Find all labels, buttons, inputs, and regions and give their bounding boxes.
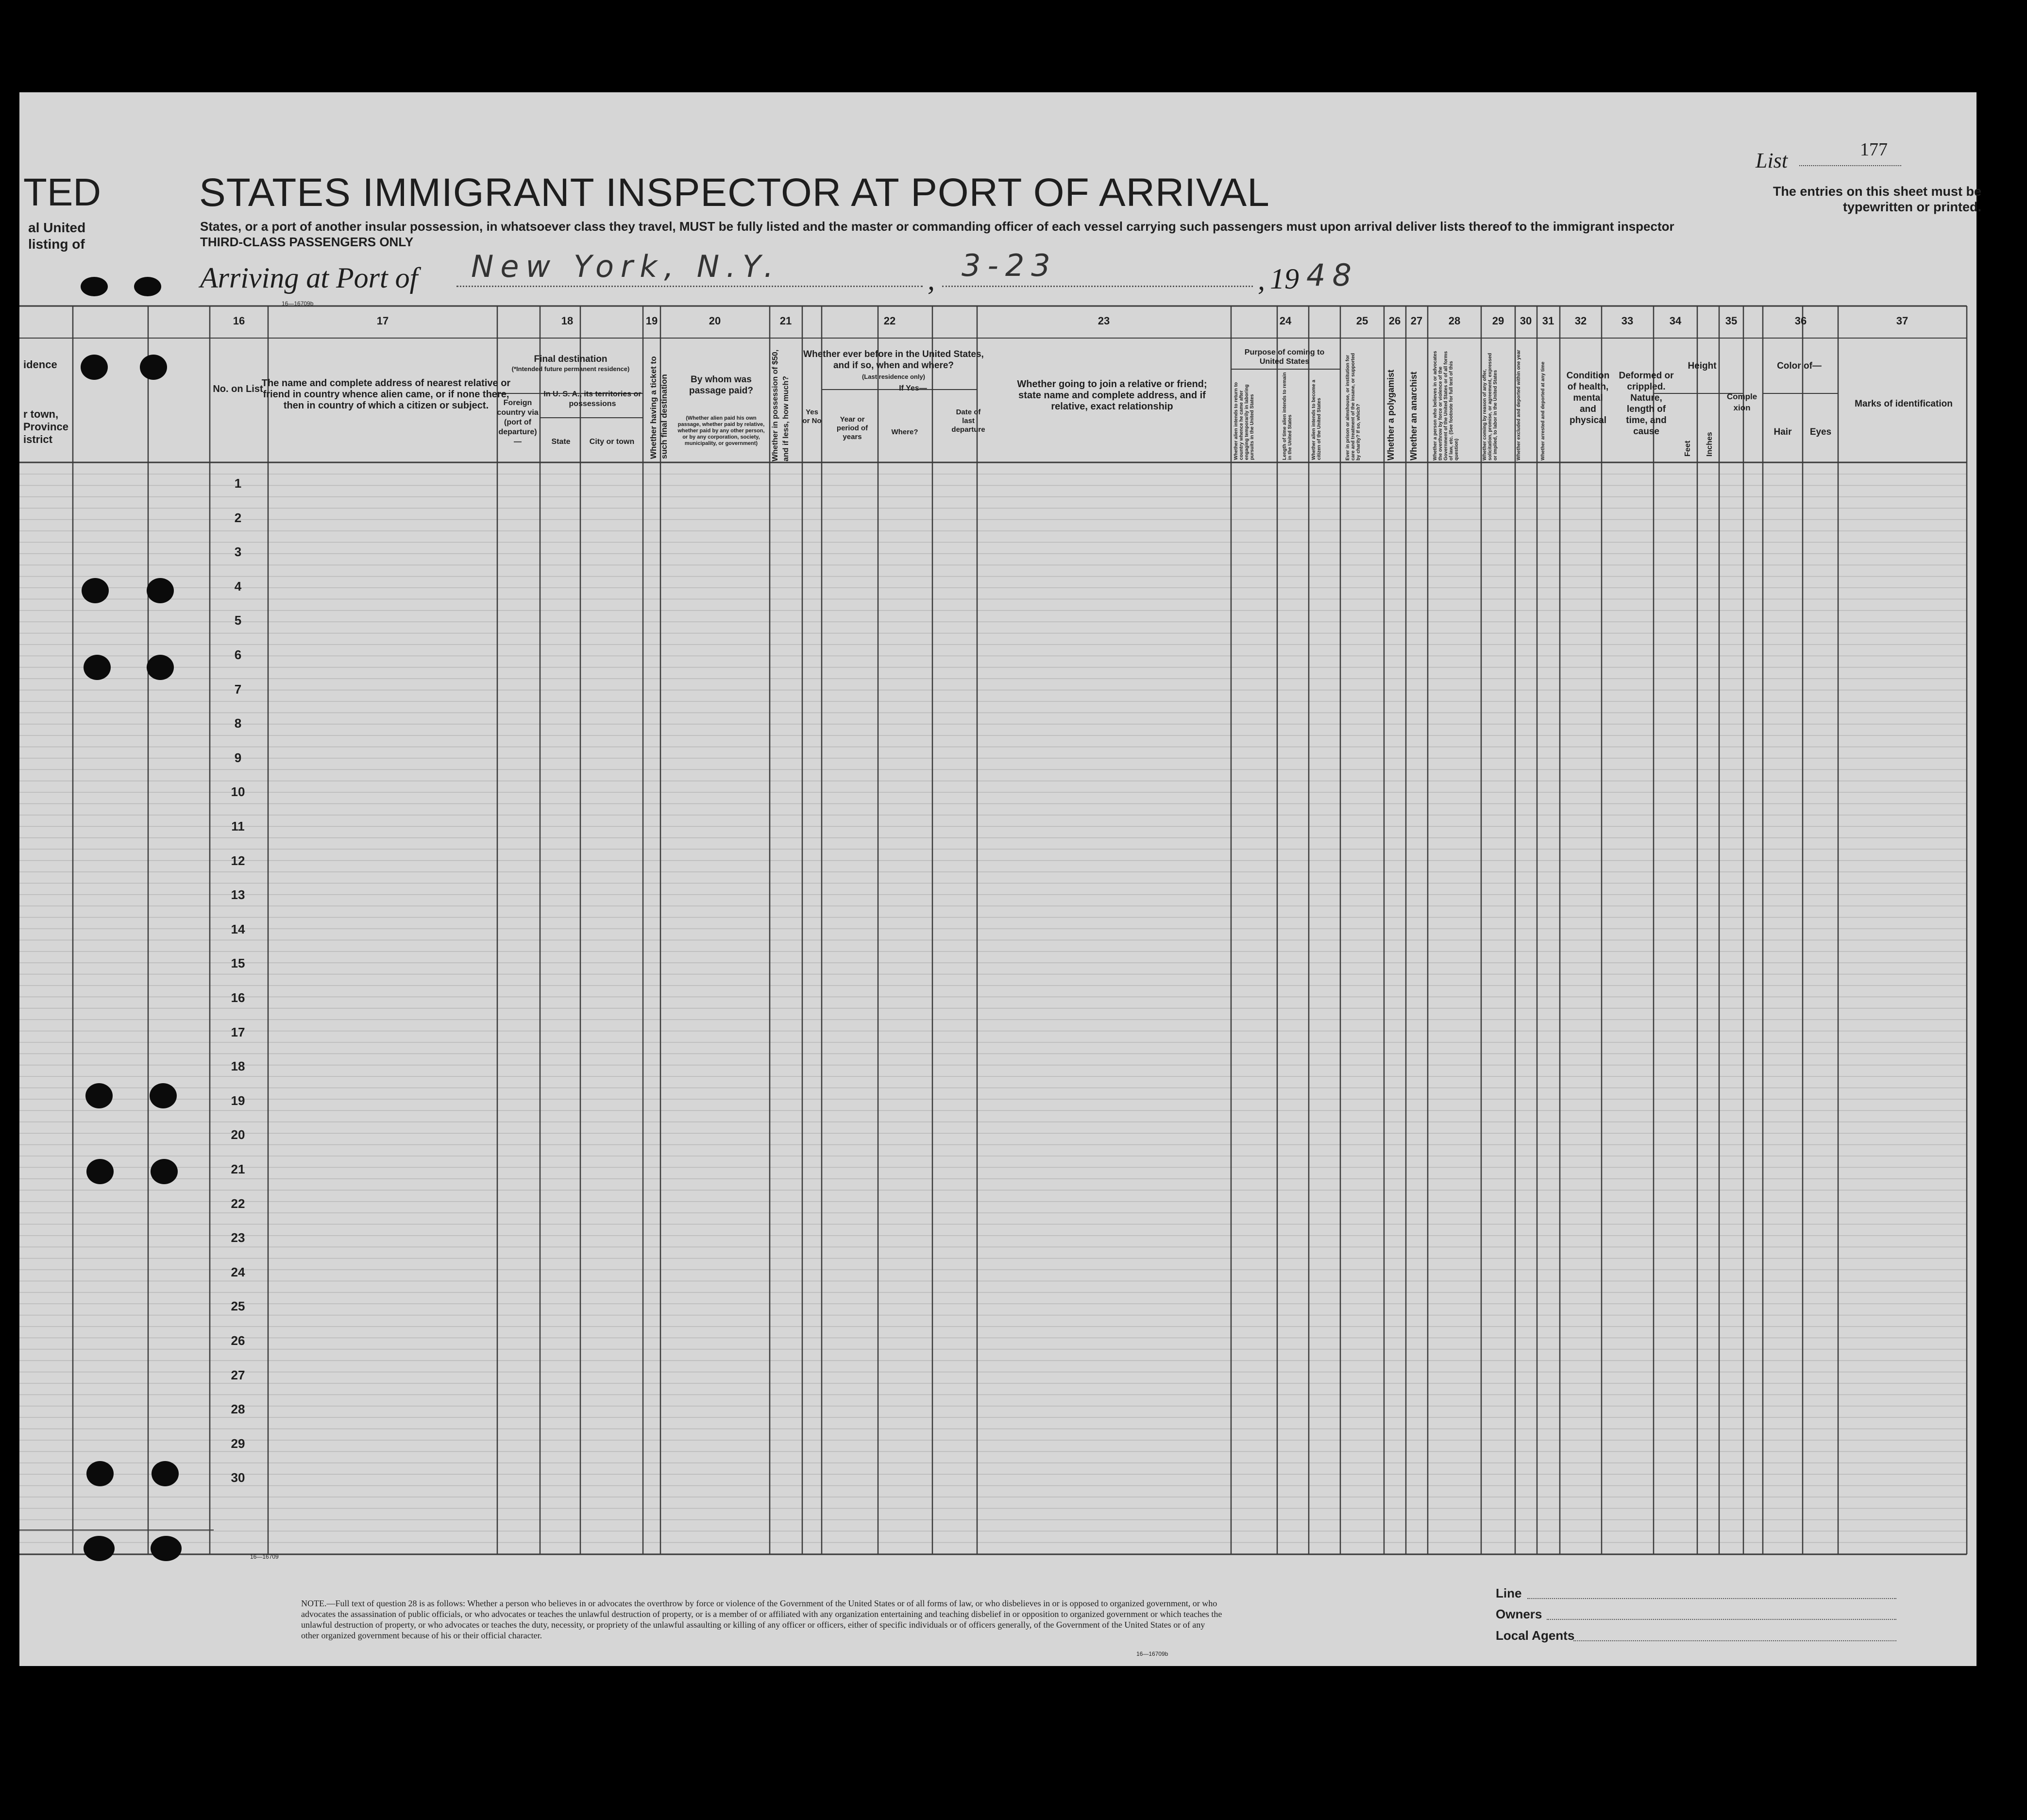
row-number: 22 [231, 1196, 245, 1211]
port-handwritten: New York, N.Y. [471, 249, 780, 284]
col18-subtitle: (*Intended future permanent residence) [511, 365, 630, 373]
column-number: 30 [1520, 315, 1532, 327]
col17-header: The name and complete address of nearest relative or friend in country whence alien came, or if none there, then in country of which a citizen or subject. [261, 378, 511, 411]
col24-b: Length of time alien intends to remain in the United States [1282, 372, 1293, 460]
binder-hole [84, 1536, 115, 1561]
row-number: 27 [231, 1367, 245, 1382]
table-grid [19, 92, 1976, 1666]
list-label: List [1756, 149, 1788, 172]
row-number: 6 [234, 647, 242, 662]
binder-hole [134, 277, 161, 296]
binder-hole [140, 355, 167, 380]
col33-header: Deformed or crippled. Nature, length of time, and cause [1619, 371, 1674, 437]
fragment-col-town-1: r town, [23, 408, 59, 420]
form-number-note: 16—16709b [1136, 1650, 1168, 1657]
binder-hole [152, 1461, 179, 1486]
binder-hole [84, 655, 111, 680]
column-number: 24 [1279, 315, 1292, 327]
col36-hair: Hair [1774, 427, 1792, 437]
line-field [1527, 1598, 1896, 1599]
col24-a: Whether alien intends to return to country whence he came after engaging temporarily in laboring pursuits in the United States [1233, 382, 1255, 460]
column-number: 21 [779, 315, 792, 327]
year-handwritten: 48 [1306, 257, 1358, 293]
col25-header: Ever in prison or almshouse, or institution for care and treatment of the insane, or supported by charity? If so, which? [1345, 353, 1361, 460]
year-prefix: 19 [1270, 263, 1299, 295]
column-number: 16 [233, 315, 245, 327]
column-number: 27 [1410, 315, 1423, 327]
comma-2: , [1258, 264, 1265, 296]
col32-header: Condition of health, mental and physical [1566, 371, 1610, 425]
column-number: 17 [376, 315, 389, 327]
column-number: 36 [1794, 315, 1807, 327]
column-number: 37 [1896, 315, 1909, 327]
row-number: 4 [234, 578, 242, 594]
row-number: 1 [234, 476, 242, 491]
column-number: 23 [1098, 315, 1110, 327]
fragment-col-town-3: istrict [23, 433, 52, 445]
binder-hole [150, 1083, 177, 1108]
row-number: 26 [231, 1333, 245, 1348]
arriving-label: Arriving at Port of [200, 262, 418, 294]
column-number: 25 [1356, 315, 1368, 327]
col34-feet: Feet [1684, 441, 1692, 457]
row-number: 10 [231, 784, 245, 799]
col34-inches: Inches [1706, 432, 1714, 457]
binder-hole [86, 1461, 114, 1486]
row-number: 16 [231, 990, 245, 1005]
row-number: 3 [234, 544, 242, 560]
col18-state: State [551, 438, 571, 446]
col23-header: Whether going to join a relative or friend; state name and complete address, and if relative, exact relationship [1017, 379, 1207, 412]
row-number: 7 [234, 681, 242, 697]
binder-hole [81, 355, 108, 380]
row-number: 17 [231, 1024, 245, 1039]
date-handwritten: 3-23 [962, 248, 1057, 283]
column-number: 34 [1669, 315, 1682, 327]
column-number: 20 [709, 315, 721, 327]
column-number: 19 [645, 315, 658, 327]
binder-hole [151, 1536, 182, 1561]
col22-date: Date of last departure [951, 408, 985, 434]
col36-title: Color of— [1777, 361, 1822, 371]
col24-c: Whether alien intends to become a citizen of the United States [1311, 379, 1322, 460]
col19-header: Whether having a ticket to such final destination [649, 356, 669, 459]
entries-note: The entries on this sheet must be typewritten or printed. [1773, 184, 1981, 214]
row-number: 8 [234, 716, 242, 731]
binder-hole [147, 578, 174, 603]
col29-header: Whether coming by reason of any offer, solicitation, promise, or agreement, expressed or implied, to labor in the United States [1482, 353, 1498, 460]
row-number: 5 [234, 613, 242, 628]
line-label: Line [1496, 1586, 1522, 1600]
manifest-sheet [19, 92, 1981, 1666]
fragment-line-2: listing of [28, 237, 85, 252]
column-number: 35 [1725, 315, 1738, 327]
fragment-col-residence: idence [23, 358, 57, 371]
binder-hole [151, 1159, 178, 1184]
col18-title: Final destination [534, 354, 608, 364]
row-number: 24 [231, 1264, 245, 1279]
row-number: 20 [231, 1127, 245, 1142]
column-number: 26 [1388, 315, 1401, 327]
col21-header: Whether in possession of $50, and if less, how much? [771, 349, 790, 461]
comma-1: , [928, 264, 935, 296]
column-number: 18 [561, 315, 574, 327]
owners-field [1547, 1619, 1896, 1620]
list-number: 177 [1860, 139, 1888, 160]
column-number: 33 [1621, 315, 1634, 327]
row-number: 2 [234, 510, 242, 525]
col31-header: Whether arrested and deported at any time [1540, 361, 1546, 460]
subtitle-text: States, or a port of another insular possession, in whatsoever class they travel, MUST be fully listed and the master or commanding officer of each vessel carrying such passengers must upon arrival deliver lists thereof to the immigrant inspector [200, 219, 1674, 234]
col22-yes-no: Yes or No [802, 408, 822, 425]
col22-title: Whether ever before in the United States, and if so, when and where? [803, 349, 984, 371]
col37-header: Marks of identification [1855, 399, 1953, 409]
col20-subtitle: (Whether alien paid his own passage, whether paid by relative, whether paid by any other person, or by any corporation, society, municipality, or government) [677, 415, 765, 446]
fragment-line-1: al United [28, 220, 86, 235]
col28-header: Whether a person who believes in or advocates the overthrow by force or violence of the Government of the United States or of all forms of law, etc. (See footnote for full text of this question) [1433, 351, 1459, 460]
page-title: STATES IMMIGRANT INSPECTOR AT PORT OF ARRIVAL [199, 170, 1270, 215]
col36-eyes: Eyes [1809, 427, 1832, 437]
row-number: 12 [231, 853, 245, 868]
col20-title: By whom was passage paid? [689, 374, 753, 396]
col16-header: No. on List [213, 384, 263, 394]
col18-foreign: Foreign country via (port of departure)— [497, 399, 539, 446]
row-number: 13 [231, 887, 245, 902]
binder-hole [82, 578, 109, 603]
row-number: 25 [231, 1299, 245, 1314]
form-number-bottom: 16—16709 [250, 1553, 279, 1560]
binder-hole [81, 277, 108, 296]
column-number: 22 [883, 315, 896, 327]
col22-years: Year or period of years [836, 415, 868, 441]
row-number: 9 [234, 750, 242, 765]
row-number: 29 [231, 1436, 245, 1451]
row-number: 23 [231, 1230, 245, 1245]
col22-where: Where? [891, 428, 918, 436]
row-number: 21 [231, 1162, 245, 1176]
form-number-top: 16—16709b [282, 300, 314, 307]
owners-label: Owners [1496, 1607, 1542, 1621]
local-agents-field [1573, 1640, 1896, 1641]
binder-hole [147, 655, 174, 680]
col22-subtitle: (Last residence only) [861, 373, 926, 380]
row-number: 19 [231, 1093, 245, 1108]
binder-hole [86, 1159, 114, 1184]
col30-header: Whether excluded and deported within one year [1516, 350, 1521, 460]
column-number: 31 [1542, 315, 1554, 327]
col18-usa: In U. S. A., its territories or possessions [543, 390, 642, 408]
column-number: 29 [1492, 315, 1504, 327]
row-number: 28 [231, 1402, 245, 1417]
col22-if-yes: If Yes— [899, 384, 927, 392]
col18-city: City or town [589, 438, 635, 446]
col27-header: Whether an anarchist [1409, 371, 1419, 460]
row-number: 14 [231, 921, 245, 936]
col34-title: Height [1688, 361, 1717, 371]
footnote: NOTE.—Full text of question 28 is as follows: Whether a person who believes in or advocates the overthrow by force or violence of the Government of the United States or of all forms of law, or who disbelieves in or is opposed to organized government, or who advocates the assassination of public officials, or who advocates or teaches the unlawful destruction of property, or is a member of or affiliated with any organization entertaining and teaching disbelief in or opposition to organized government or which teaches the unlawful destruction of property, or who advocates or teaches the duty, necessity, or propriety of the unlawful assaulting or killing of any officer or officers, either of specific individuals or of officers generally, of the Government of the United States or of any other organized government because of his or their official character. [301, 1599, 1222, 1640]
fragment-title: TED [23, 170, 101, 214]
col26-header: Whether a polygamist [1386, 369, 1396, 460]
local-agents-label: Local Agents [1496, 1628, 1575, 1643]
fragment-col-town-2: Province [23, 421, 68, 433]
column-number: 32 [1574, 315, 1587, 327]
row-number: 30 [231, 1470, 245, 1485]
row-number: 15 [231, 956, 245, 971]
binder-hole [85, 1083, 113, 1108]
column-number: 28 [1448, 315, 1461, 327]
col24-title: Purpose of coming to United States [1244, 348, 1325, 366]
row-number: 18 [231, 1059, 245, 1074]
passenger-class: THIRD-CLASS PASSENGERS ONLY [200, 235, 414, 249]
col35-header: Complexion [1726, 392, 1757, 412]
row-number: 11 [231, 819, 245, 833]
